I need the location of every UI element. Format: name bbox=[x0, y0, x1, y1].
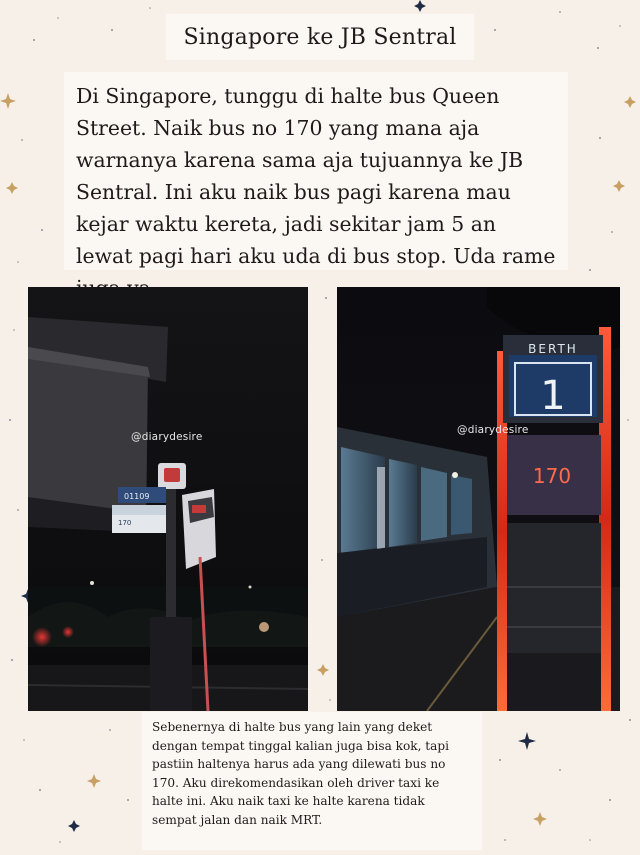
bus-stop-scene-left bbox=[28, 287, 308, 711]
intro-text-box bbox=[64, 72, 568, 270]
left-sign-number: 170 bbox=[118, 519, 132, 527]
title-box bbox=[166, 14, 474, 60]
bus-stop-photo-right bbox=[337, 287, 620, 711]
stop-code-label: 01109 bbox=[124, 492, 150, 501]
berth-number: 1 bbox=[540, 373, 566, 419]
bus-berth-scene-right bbox=[337, 287, 620, 711]
caption-paragraph: Sebenernya di halte bus yang lain yang deket dengan tempat tinggal kalian juga bisa kok, tapi pastiin haltenya harus ada yang dilewati bus no 170. Aku direkomendasikan oleh driver taxi ke halte ini. Aku naik taxi ke halte karena tidak sempat jalan dan naik MRT. bbox=[152, 720, 449, 827]
caption-text-box bbox=[142, 712, 482, 850]
watermark-left: @diarydesire bbox=[131, 431, 203, 443]
intro-paragraph: Di Singapore, tunggu di halte bus Queen Street. Naik bus no 170 yang mana aja warnanya karena sama aja tujuannya ke JB Sentral. Ini aku naik bus pagi karena mau kejar waktu kereta, jadi sekitar jam 5 an lewat pagi hari aku uda di bus stop. Uda rame bbox=[76, 84, 556, 268]
bus-stop-photo-left bbox=[28, 287, 308, 711]
page-title: Singapore ke JB Sentral bbox=[183, 24, 457, 50]
berth-label: BERTH bbox=[528, 342, 578, 356]
watermark-right: @diarydesire bbox=[457, 424, 529, 436]
bus-number-label: 170 bbox=[532, 464, 572, 488]
